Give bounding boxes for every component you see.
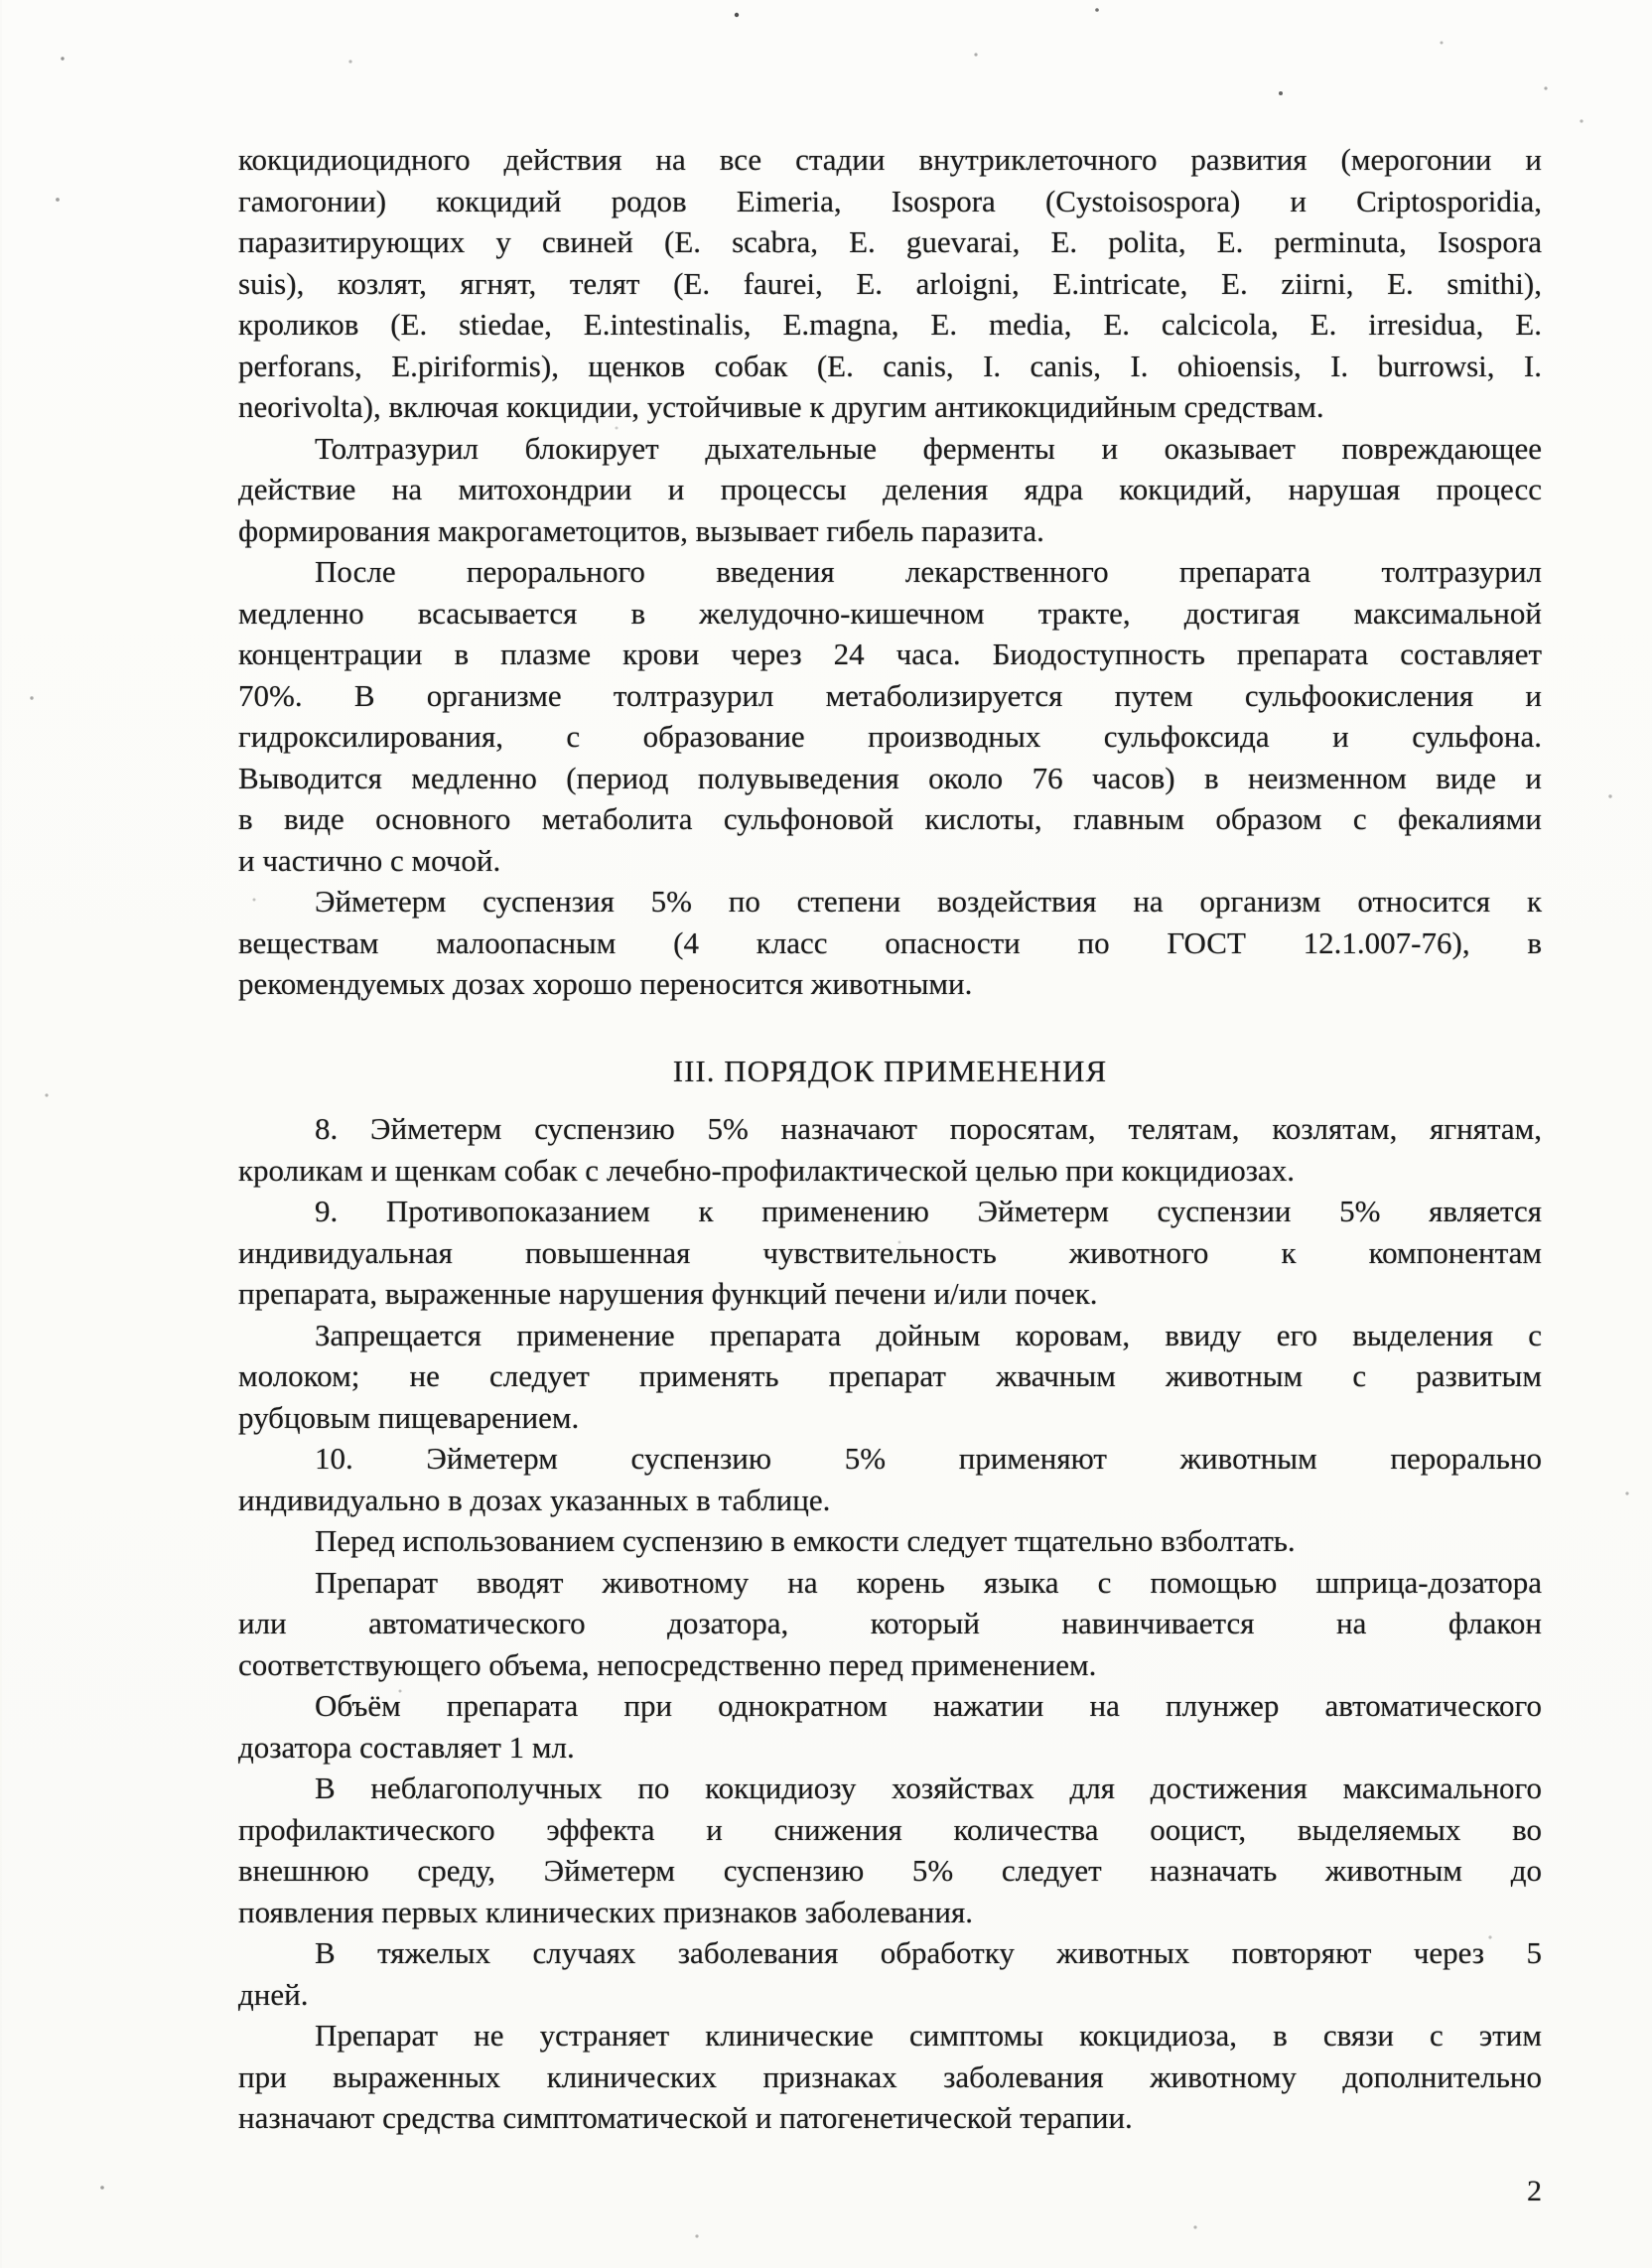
text-line: гамогонии) кокцидий родов Eimeria, Isospora (Cystoisospora) и Criptosporidia, xyxy=(238,183,1542,218)
text-line: дней. xyxy=(238,1976,309,2012)
text-line: кокцидиоцидного действия на все стадии внутриклеточного развития (мерогонии и xyxy=(238,142,1542,177)
text-line: кроликов (E. stiedae, E.intestinalis, E.magna, E. media, E. calcicola, E. irresidua, E. xyxy=(238,307,1542,342)
text-line: препарата, выраженные нарушения функций печени и/или почек. xyxy=(238,1276,1098,1311)
text-line: паразитирующих у свиней (E. scabra, E. guevarai, E. polita, E. perminuta, Isospora xyxy=(238,224,1542,259)
text-line: Препарат не устраняет клинические симптомы кокцидиоза, в связи с этим xyxy=(315,2018,1542,2053)
text-line: perforans, E.piriformis), щенков собак (E. canis, I. canis, I. ohioensis, I. burrowsi, I. xyxy=(238,348,1542,383)
text-line: гидроксилирования, с образование производных сульфоксида и сульфона. xyxy=(238,719,1542,754)
text-line: назначают средства симптоматической и патогенетической терапии. xyxy=(238,2100,1133,2135)
text-line: 9. Противопоказанием к применению Эйметерм суспензии 5% является xyxy=(315,1194,1542,1228)
text-line: Эйметерм суспензия 5% по степени воздействия на организм относится к xyxy=(315,884,1542,919)
text-line: внешнюю среду, Эйметерм суспензию 5% следует назначать животным до xyxy=(238,1853,1542,1888)
text-line: кроликам и щенкам собак с лечебно-профилактической целью при кокцидиозах. xyxy=(238,1152,1295,1188)
text-line: медленно всасывается в желудочно-кишечном тракте, достигая максимальной xyxy=(238,595,1542,631)
text-line: профилактического эффекта и снижения количества ооцист, выделяемых во xyxy=(238,1811,1542,1847)
text-line: действие на митохондрии и процессы деления ядра кокцидий, нарушая процесс xyxy=(238,472,1542,506)
text-line: и частично с мочой. xyxy=(238,842,501,878)
text-line: формирования макрогаметоцитов, вызывает гибель паразита. xyxy=(238,512,1044,548)
text-line: После перорального введения лекарственного препарата толтразурил xyxy=(315,554,1542,589)
text-line: в виде основного метаболита сульфоновой кислоты, главным образом с фекалиями xyxy=(238,801,1542,836)
text-line: Толтразурил блокирует дыхательные ферменты и оказывает повреждающее xyxy=(315,430,1542,466)
document-body xyxy=(238,139,1542,2139)
text-line: молоком; не следует применять препарат жвачным животным с развитым xyxy=(238,1358,1542,1393)
text-line: neorivolta), включая кокцидии, устойчивые к другим антикокцидийным средствам. xyxy=(238,389,1324,424)
text-line: индивидуальная повышенная чувствительность животного к компонентам xyxy=(238,1234,1542,1270)
text-line: Препарат вводят животному на корень языка с помощью шприца-дозатора xyxy=(315,1564,1542,1600)
text-line: дозатора составляет 1 мл. xyxy=(238,1729,575,1765)
page-number: 2 xyxy=(1527,2175,1542,2207)
text-line: концентрации в плазме крови через 24 часа. Биодоступность препарата составляет xyxy=(238,637,1542,671)
text-line: соответствующего объема, непосредственно перед применением. xyxy=(238,1646,1097,1682)
text-line: рекомендуемых дозах хорошо переносится животными. xyxy=(238,966,973,1001)
text-line: Объём препарата при однократном нажатии на плунжер автоматического xyxy=(315,1688,1542,1723)
text-line: при выраженных клинических признаках заболевания животному дополнительно xyxy=(238,2058,1542,2094)
text-line: Выводится медленно (период полувыведения около 76 часов) в неизменном виде и xyxy=(238,760,1542,795)
text-line: веществам малоопасным (4 класс опасности по ГОСТ 12.1.007-76), в xyxy=(238,924,1542,960)
text-line: suis), козлят, ягнят, телят (E. faurei, E. arloigni, E.intricate, E. ziirni, E. smithi), xyxy=(238,265,1542,301)
text-line: В тяжелых случаях заболевания обработку животных повторяют через 5 xyxy=(315,1935,1542,1970)
text-line: 70%. В организме толтразурил метаболизируется путем сульфоокисления и xyxy=(238,677,1542,713)
section-heading: III. ПОРЯДОК ПРИМЕНЕНИЯ xyxy=(672,1053,1108,1088)
text-line: 10. Эйметерм суспензию 5% применяют животным перорально xyxy=(315,1441,1542,1476)
text-line: или автоматического дозатора, который навинчивается на флакон xyxy=(238,1606,1542,1640)
text-line: индивидуально в дозах указанных в таблице. xyxy=(238,1482,831,1517)
text-line: 8. Эйметерм суспензию 5% назначают поросятам, телятам, козлятам, ягнятам, xyxy=(315,1111,1542,1146)
text-line: Запрещается применение препарата дойным коровам, ввиду его выделения с xyxy=(315,1317,1542,1352)
scan-noise xyxy=(0,0,2,2)
text-line: рубцовым пищеварением. xyxy=(238,1399,580,1435)
text-line: появления первых клинических признаков заболевания. xyxy=(238,1894,973,1929)
text-line: В неблагополучных по кокцидиозу хозяйствах для достижения максимального xyxy=(315,1771,1542,1805)
text-line: Перед использованием суспензию в емкости следует тщательно взболтать. xyxy=(315,1523,1296,1558)
